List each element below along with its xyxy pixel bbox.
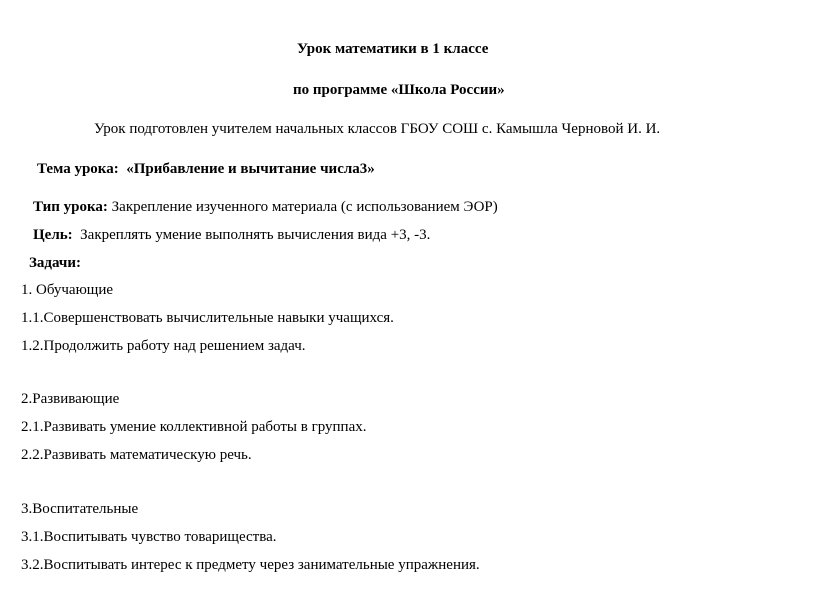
author-line: Урок подготовлен учителем начальных классов ГБОУ СОШ с. Камышла Черновой И. И. — [94, 121, 661, 137]
goal-line — [33, 226, 430, 244]
task-group-title: 1. Обучающие — [21, 282, 114, 298]
lesson-type-value: Закрепление изученного материала (с использованием ЭОР) — [111, 199, 498, 215]
topic-label: Тема урока: — [37, 161, 119, 177]
goal-value: Закреплять умение выполнять вычисления вида +3, -3. — [80, 227, 431, 243]
lesson-type-label: Тип урока: — [33, 199, 108, 215]
task-item: 2.2.Развивать математическую речь. — [21, 447, 252, 463]
task-group-title: 3.Воспитательные — [21, 501, 139, 517]
title-line-2: по программе «Школа России» — [293, 82, 505, 98]
topic-value: «Прибавление и вычитание числа3» — [126, 161, 375, 177]
task-item: 1.2.Продолжить работу над решением задач. — [21, 338, 306, 354]
task-group-title: 2.Развивающие — [21, 391, 120, 407]
task-item: 2.1.Развивать умение коллективной работы в группах. — [21, 419, 367, 435]
task-item: 3.2.Воспитывать интерес к предмету через занимательные упражнения. — [21, 557, 480, 573]
lesson-type-line — [33, 198, 498, 216]
task-item: 3.1.Воспитывать чувство товарищества. — [21, 529, 277, 545]
tasks-heading: Задачи: — [29, 255, 82, 271]
task-item: 1.1.Совершенствовать вычислительные навыки учащихся. — [21, 310, 394, 326]
goal-label: Цель: — [33, 227, 73, 243]
title-line-1: Урок математики в 1 классе — [297, 41, 489, 57]
topic-line — [37, 160, 375, 178]
